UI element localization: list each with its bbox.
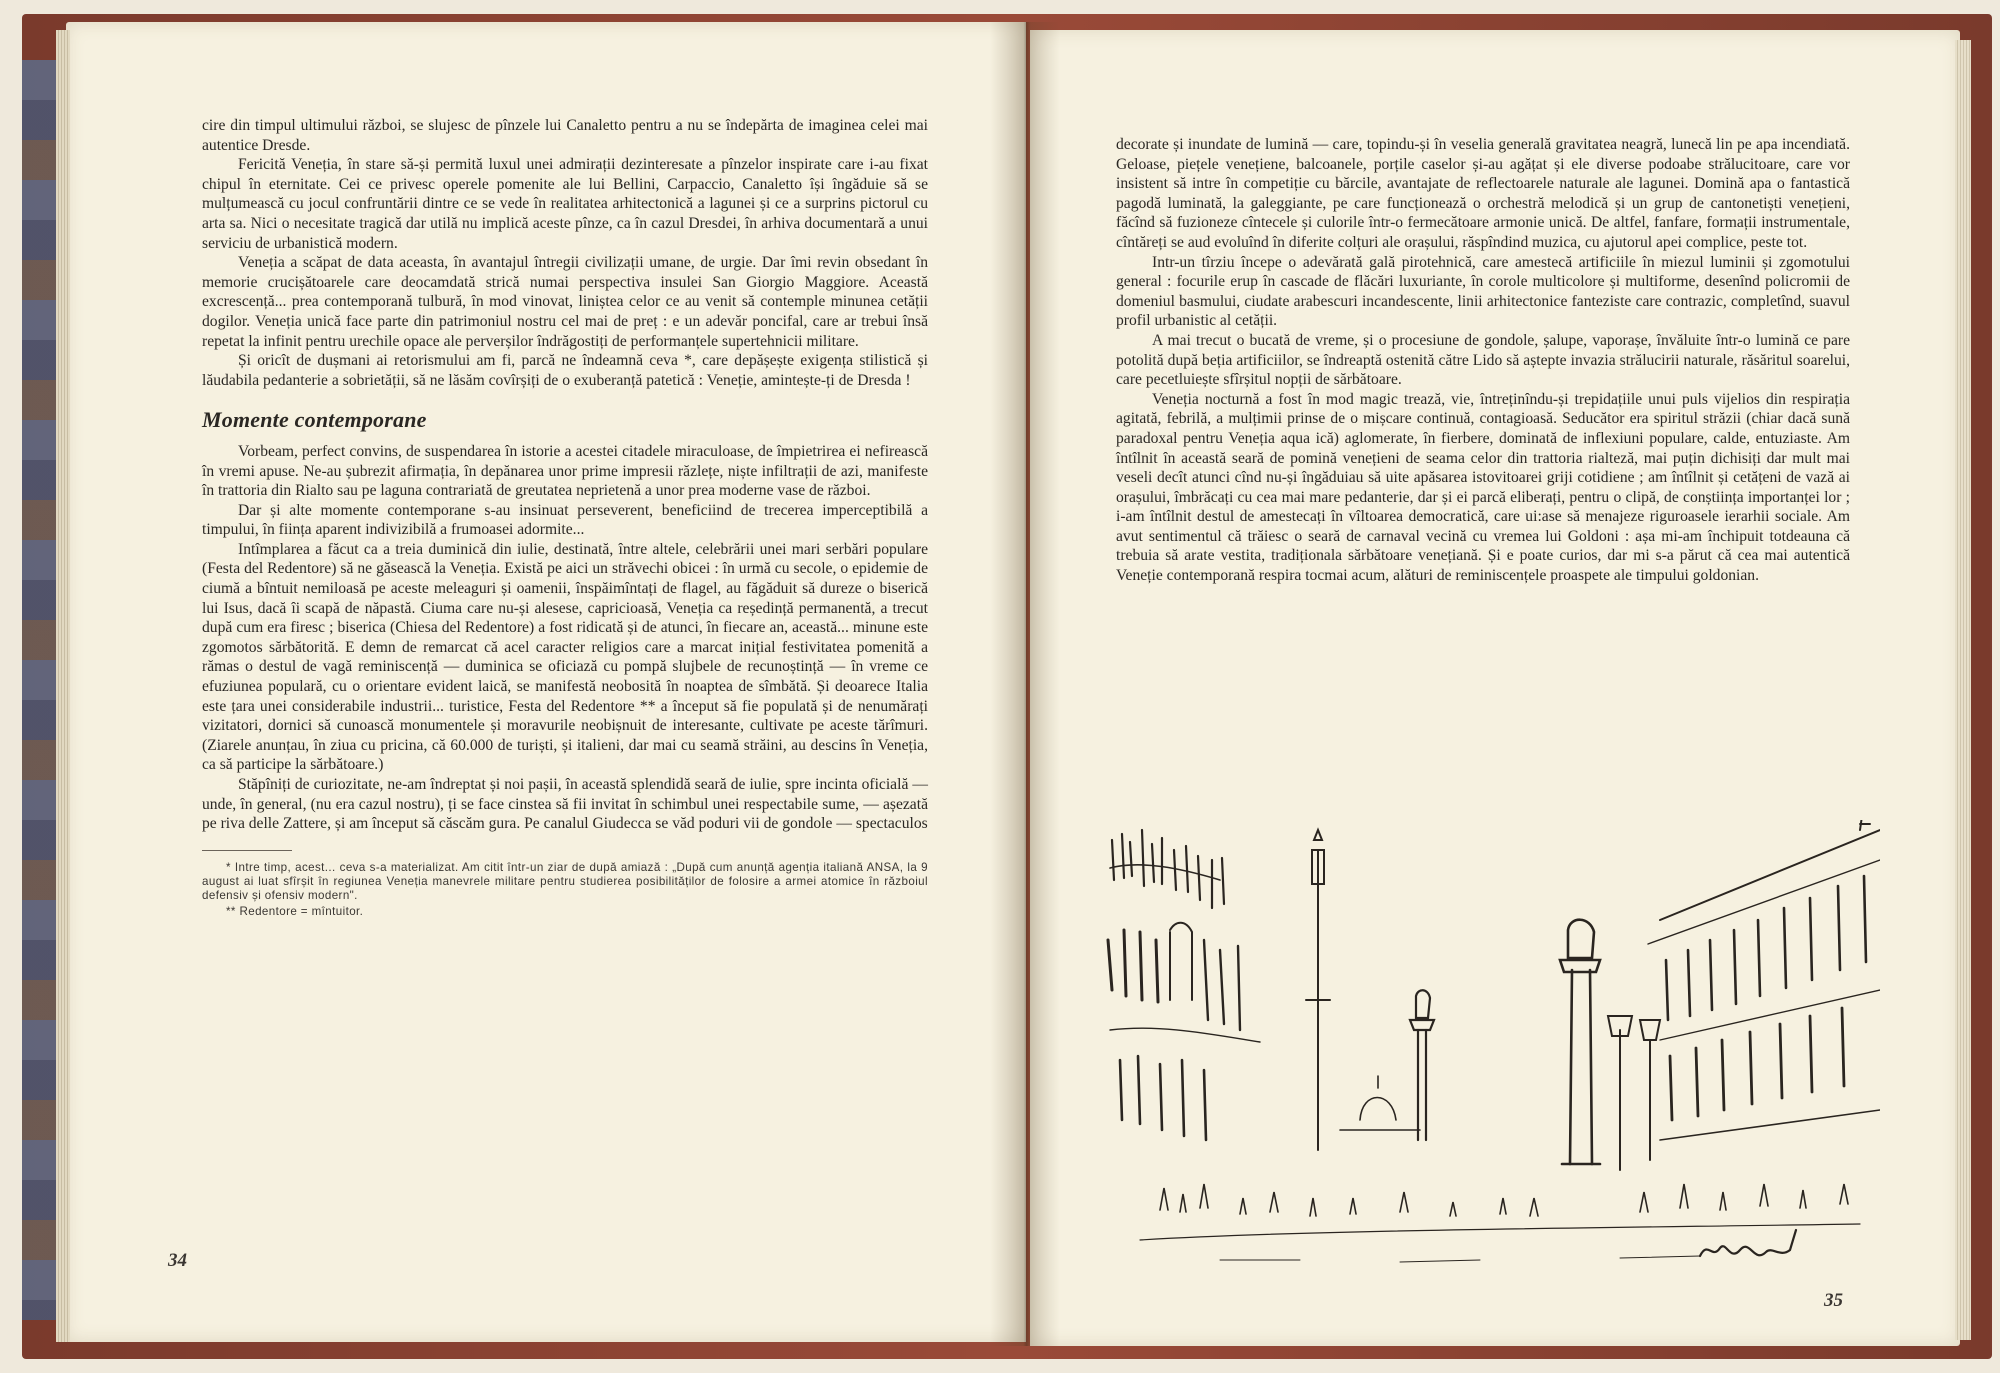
footnote: ** Redentore = mîntuitor. — [226, 904, 364, 918]
left-page-text — [202, 116, 928, 919]
right-page-stack — [1955, 40, 1971, 1340]
sketch-illustration — [1100, 820, 1880, 1280]
tall-column-sketch — [1560, 920, 1600, 1164]
section-heading: Momente contemporane — [202, 407, 427, 433]
right-page-text — [1116, 135, 1850, 586]
paragraph: cire din timpul ultimului război, se slujesc de pînzele lui Canaletto pentru a nu se îndepărta de imaginea celei mai autentice Dresde. — [202, 117, 928, 154]
right-building-sketch — [1648, 820, 1880, 1140]
column-sketch — [1410, 990, 1434, 1140]
paragraph: Stăpîniți de curiozitate, ne-am îndreptat și noi pașii, în această splendidă seară de iulie, spre incinta oficială — unde, în general, (nu era cazul nostru), ți se face cinstea să fii invitat în schimbul unei respectabile sume, — așezată pe riva delle Zattere, și am început să căscăm gura. Pe canalul Giudecca se văd poduri vii de gondole — spectaculos — [202, 776, 928, 833]
book-gutter — [990, 22, 1060, 1346]
paragraph: decorate și inundate de lumină — care, topindu-și în veselia generală gravitatea neagră, lunecă lin pe apa incendiată. Geloase, piețele venețiene, balcoanele, porțile caselor și-au agățat și ele diverse podoabe strălucitoare, care vor insistent să intre în competiție cu bărcile, avantajate de reflectoarele naturale ale lagunei. Domină apa o fantastică pagodă luminată, la galeggiante, pe care funcționează o orchestră melodică și un grup de cantonetiști venețieni, făcînd să fuzioneze cîntecele și culorile într-o fermecătoare armonie unică. De altfel, fanfare, formații instrumentale, cîntăreți se aud evoluînd în diferite colțuri ale orașului, răspîndind muzica, cu ajutorul apei complice, peste tot. — [1116, 136, 1850, 251]
paragraph: Și oricît de dușmani ai retorismului am fi, parcă ne îndeamnă ceva *, care depășește exigența stilistică și lăudabila pedanterie a sobrietății, să ne lăsăm covîrșiți de o exuberanță patetică : Veneție, amintește-ți de Dresda ! — [202, 352, 928, 389]
artist-signature-mark — [1700, 1230, 1796, 1256]
left-building-sketch — [1108, 830, 1260, 1140]
paragraph: Intîmplarea a făcut ca a treia duminică din iulie, destinată, între altele, celebrării unei mari serbări populare (Festa del Redentore) să ne găsească la Veneția. Există pe aici un străvechi obicei : în urmă cu secole, o epidemie de ciumă a bîntuit nemiloasă pe aceste meleaguri și oamenii, înspăimîntați de flagel, au făgăduit să dureze o biserică lui Isus, dacă îi scapă de năpastă. Ciuma care nu-și alesese, capricioasă, Veneția ca reședință permanentă, a trecut după cum era firesc ; biserica (Chiesa del Redentore) a fost ridicată și de atunci, în fiecare an, această... minune este zgomotos sărbătorită. E demn de remarcat că acel caracter religios care a marcat inițial festivitatea pomenită a rămas o destul de vagă reminiscență — duminica se oficiază cu pompă slujbele de recunoștință — în vreme ce efuziunea populară, cu o orientare evident laică, se manifestă neobosită în noaptea de sîmbătă. Și deoarece Italia este țara unei considerabile industrii... turistice, Festa del Redentore ** a început să fie populată și de nenumărați vizitatori, dornici să cunoască monumentele și moravurile neobișnuit de interesante, cultivate pe aceste tărîmuri. (Ziarele anunțau, în ziua cu pricina, că 60.000 de turiști, și italieni, dar mai cu seamă străini, au descins în Veneția, ca să participe la sărbătoare.) — [202, 540, 928, 774]
paragraph: Veneția nocturnă a fost în mod magic trează, vie, întreținîndu-și trepidațiile unui puls vijelios din respirația agitată, febrilă, a mulțimii prinse de o mișcare continuă, contagioasă. Seducător era spiritul străzii (chiar dacă sună paradoxal pentru Veneția aqua ică) aglomerate, în fierbere, dominată de inflexiuni populare, calde, entuziaste. Am întîlnit în această seară de pomină venețieni de seama celor din trattoria rialteză, mai puțin dichisiți dar mult mai veseli decît atunci cînd nu-și îngăduiau să uite apăsarea istovitoarei griji cotidiene ; am întîlnit și cetățeni de vază ai orașului, îmbrăcați cu cea mai mare pedanterie, dar și ei parcă eliberați, pentru o clipă, de conștiința importanței lor ; i-am întîlnit destul de amestecați în vîltoarea democratică, care ui:ase să menajeze riguroasele ierarhii sociale. Am avut sentimentul că trăiesc o seară de carnaval vecină cu vremea lui Goldoni : așa mi-am închipuit totdeauna că trebuia să arate vestita, tradiționala sărbătoare venețiană. Și e poate curios, dar mi s-a părut că cea mai autentică Veneție contemporană respira tocmai acum, alături de reminiscențele proaspete ale timpului goldonian. — [1116, 390, 1850, 585]
page-number: 34 — [168, 1250, 187, 1271]
left-page-stack — [56, 30, 70, 1342]
footnotes — [202, 861, 928, 919]
paragraph: Vorbeam, perfect convins, de suspendarea în istorie a acestei citadele miraculoase, de împietrirea ei nefirească în vremi apuse. Ne-au șubrezit afirmația, în depănarea unor prime impresii răzlețe, niște infiltrații de azi, manifeste în trattoria din Rialto sau pe laguna contrariată de greutatea neprietenă a unor prea moderne vase de război. — [202, 442, 928, 500]
paragraph: Intr-un tîrziu începe o adevărată gală pirotehnică, care amestecă artificiile în miezul luminii și zgomotului general : focurile erup în cascade de flăcări luxuriante, în corole multicolore și multiforme, desenînd policromii de domeniul basmului, ciudate arabescuri incandescente, linii arhitectonice fanteziste care contrazic, completînd, suavul profil urbanistic al cetății. — [1116, 253, 1850, 330]
paragraph: Veneția a scăpat de data aceasta, în avantajul întregii civilizații umane, de urgie. Dar îmi revin obsedant în memorie crucișătoarele care deocamdată strică numai perspectiva insulei San Giorgio Maggiore. Această excrescență... prea contemporană tulbură, în mod vinovat, liniștea celor ce au venit să contemple minunea cetății dogilor. Veneția unică face parte din patrimoniul nostru cel mai de preț : e un adevăr poncifal, care ar trebui însă repetat la infinit pentru urechile opace ale perverșilor îndrăgostiți de performanțele supertehnicii militare. — [202, 254, 928, 350]
lamppost-sketch — [1306, 830, 1330, 1150]
paragraph: Dar și alte momente contemporane s-au insinuat perseverent, beneficiind de trecerea imperceptibilă a timpului, în ființa aparent indivizibilă a frumoasei adormite... — [202, 501, 928, 539]
page-number: 35 — [1824, 1290, 1843, 1311]
footnote-rule — [202, 850, 292, 851]
distant-dome-sketch — [1340, 1076, 1420, 1130]
street-lamp-sketch — [1608, 1016, 1660, 1170]
paragraph: A mai trecut o bucată de vreme, și o procesiune de gondole, șalupe, vaporașe, învăluite într-o lumină ce pare potolită după beția artificiilor, se îndreaptă ostenită către Lido să aștepte invazia strălucirii naturale, răsăritul soarelui, care pecetluiește sfîrșitul nopții de sărbătoare. — [1116, 331, 1850, 389]
paragraph: Fericită Veneția, în stare să-și permită luxul unei admirații dezinteresate a pînzelor inspirate care i-au fixat chipul în eternitate. Cei ce privesc operele pomenite ale lui Bellini, Carpaccio, Canaletto își îngăduie să se mulțumească cu jocul confruntării dintre ce se vede în realitatea arhitectonică a lagunei și ce a surprins pictorul cu arta sa. Nici o necesitate tragică dar utilă nu implică aceste pînze, ca în cazul Dresdei, în arhiva documentară a unui serviciu de urbanistică modern. — [202, 156, 928, 252]
book-spine-edge — [22, 60, 56, 1320]
footnote: * Intre timp, acest... ceva s-a materializat. Am citit într-un ziar de după amiază : „După cum anunță agenția italiană ANSA, la 9 august ai luat sfîrșit în regiunea Veneția manevrele militare pentru studierea posibilităților de folosire a armei atomice în războiul defensiv și ofensiv modern". — [202, 860, 928, 902]
